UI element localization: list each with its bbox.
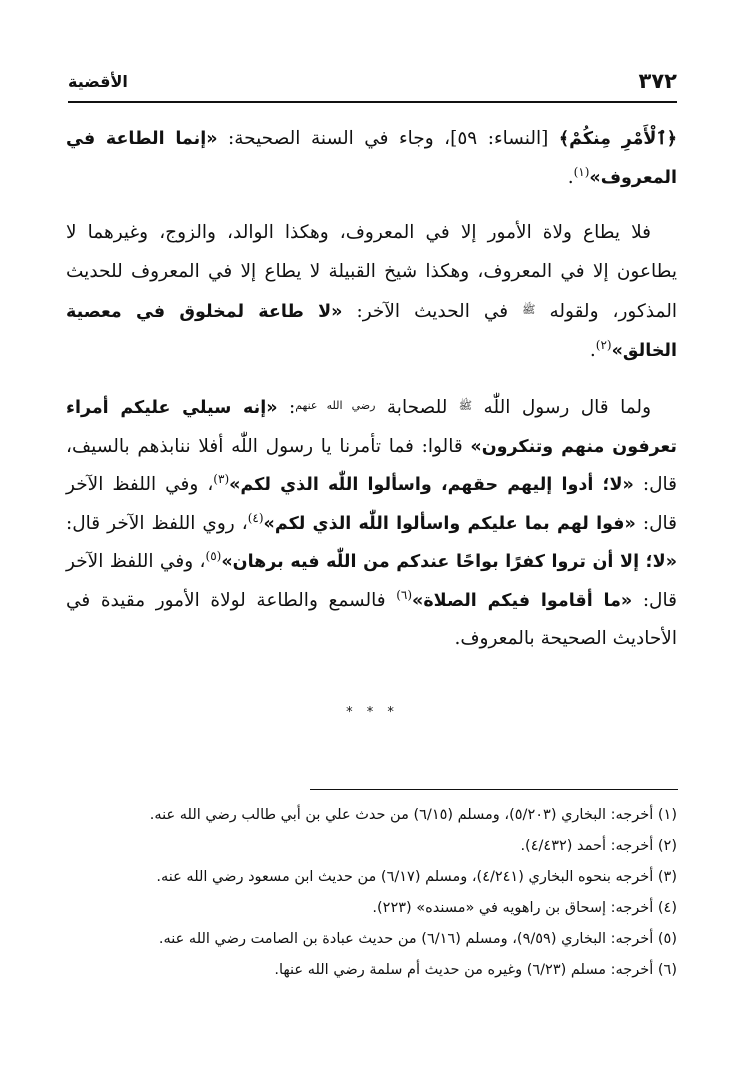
verse-quote: ﴿ٱلْأَمْرِ مِنكُمْ﴾ [558, 129, 677, 149]
paragraph-text: قالوا: فما تأمرنا يا رسول اللّٰه أفلا ننابذهم بالسيف، قال: [66, 435, 678, 495]
section-separator: * * * [346, 705, 399, 720]
honorific-mark: رضي الله عنهم [295, 399, 376, 412]
sentence-end: . [589, 339, 596, 361]
footnote-item: (٦) أخرجه: مسلم (٦/٢٣) وغيره من حديث أم سلمة رضي الله عنها. [274, 962, 677, 978]
footnote-ref: (١) [573, 164, 590, 179]
paragraph-text: ولما قال رسول اللّٰه [472, 397, 652, 418]
footnotes [72, 800, 677, 986]
header-rule [68, 101, 677, 103]
paragraph-text: فالسمع والطاعة لولاة الأمور مقيدة في الأحاديث الصحيحة بالمعروف. [66, 589, 677, 649]
section-title: الأقضية [68, 71, 128, 91]
footnote-ref: (٣) [213, 471, 230, 486]
paragraph-2 [66, 214, 677, 370]
footnote-item: (٢) أخرجه: أحمد (٤/٤٣٢). [520, 838, 677, 854]
verse-reference: [النساء: ٥٩]، وجاء في السنة الصحيحة: [217, 128, 559, 149]
honorific-mark: ﷺ [458, 399, 473, 412]
paragraph-text: ، وفي اللفظ الآخر قال: [66, 551, 677, 611]
hadith-quote: «لا طاعة لمخلوق في معصية الخالق» [66, 302, 677, 361]
footnote-item: (٤) أخرجه: إسحاق بن راهويه في «مسنده» (٢٢٣). [372, 900, 677, 916]
hadith-quote: «إنه سيلي عليكم أمراء تعرفون منهم وتنكرون» [66, 398, 678, 457]
footnote-item: (١) أخرجه: البخاري (٥/٢٠٣)، ومسلم (٦/١٥) من حدث علي بن أبي طالب رضي الله عنه. [149, 807, 677, 823]
paragraph-text: في الحديث الآخر: [342, 301, 523, 322]
hadith-quote: «لا؛ أدوا إليهم حقهم، واسألوا اللّٰه الذي لكم» [229, 475, 634, 495]
footnote-rule [310, 789, 678, 790]
hadith-quote: «ما أقاموا فيكم الصلاة» [412, 590, 633, 611]
hadith-quote: «فوا لهم بما عليكم واسألوا اللّٰه الذي لكم» [263, 513, 636, 534]
paragraph-text: ، وفي اللفظ الآخر قال: [66, 474, 677, 534]
paragraph-text: للصحابة [375, 397, 459, 418]
paragraph-text: : [277, 397, 296, 418]
footnote-ref: (٦) [396, 587, 413, 602]
paragraph-text: ، روي اللفظ الآخر قال: [66, 512, 248, 534]
footnote-ref: (٤) [247, 510, 264, 525]
footnote-ref: (٥) [205, 548, 222, 563]
hadith-quote: «لا؛ إلا أن تروا كفرًا بواحًا عندكم من اللّٰه فيه برهان» [221, 552, 677, 572]
hadith-quote: «إنما الطاعة في المعروف» [66, 129, 677, 188]
honorific-mark: ﷺ [522, 303, 536, 316]
page-header [68, 66, 677, 96]
paragraph-1 [66, 120, 677, 197]
main-text [66, 120, 677, 659]
footnote-ref: (٢) [595, 337, 612, 352]
footnote-item: (٥) أخرجه: البخاري (٩/٥٩)، ومسلم (٦/١٦) من حديث عبادة بن الصامت رضي الله عنه. [158, 931, 677, 947]
paragraph-3 [66, 387, 677, 659]
footnote-item: (٣) أخرجه بنحوه البخاري (٤/٢٤١)، ومسلم (٦/١٧) من حديث ابن مسعود رضي الله عنه. [156, 869, 677, 885]
page-number: ٣٧٢ [638, 69, 677, 93]
paragraph-text: فلا يطاع ولاة الأمور إلا في المعروف، وهكذا الوالد، والزوج، وغيرهما لا يطاعون إلا في المعروف، وهكذا شيخ القبيلة لا يطاع إلا في المعروف للحديث المذكور، ولقوله [66, 222, 677, 322]
sentence-end: . [567, 166, 574, 188]
